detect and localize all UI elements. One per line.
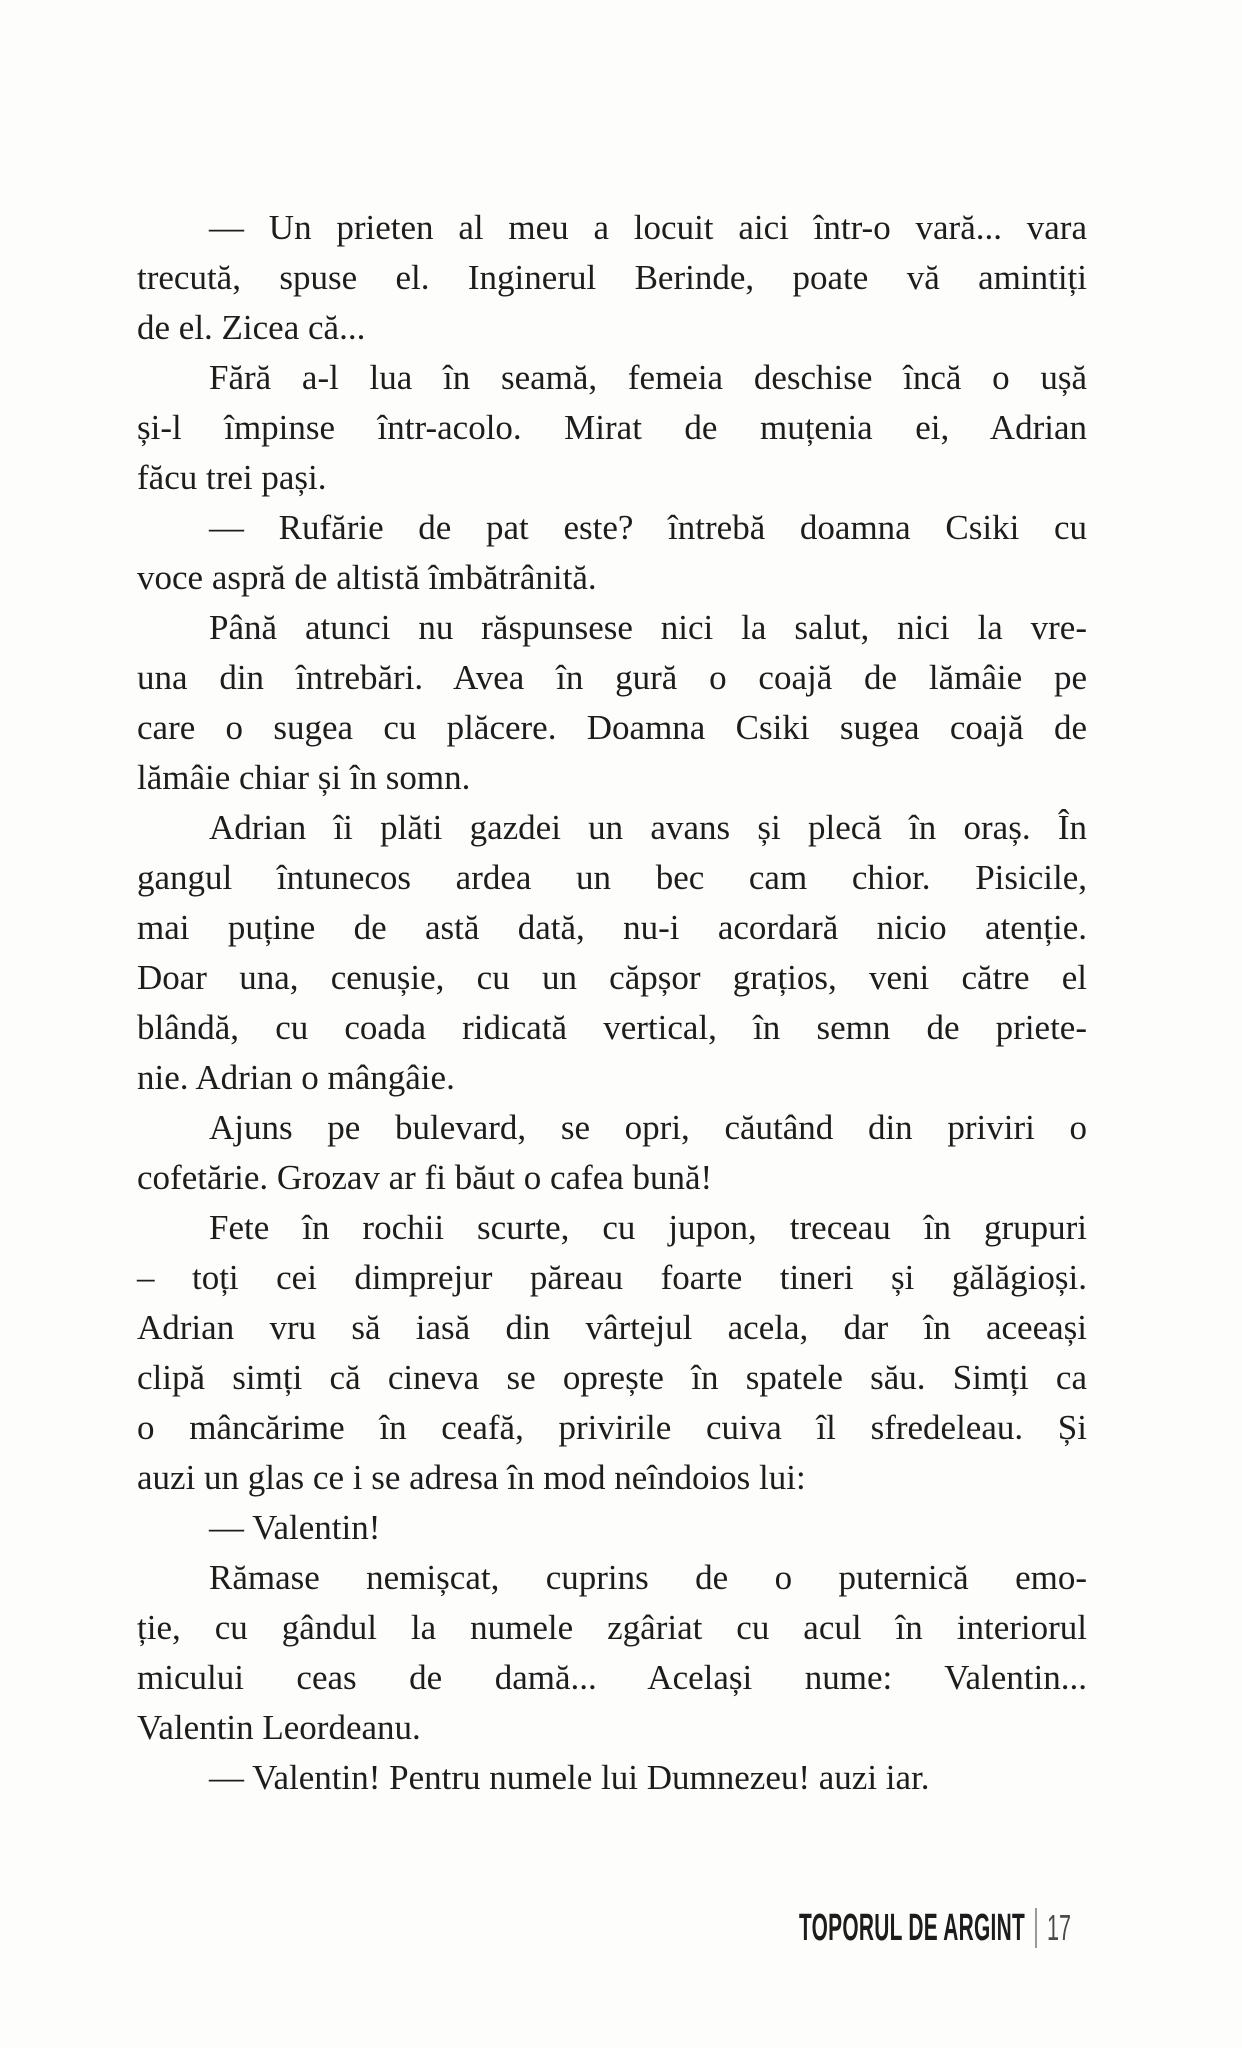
text-line: Fete în rochii scurte, cu jupon, treceau în grupuri [209,1208,1087,1247]
page-footer [614,1906,1087,1950]
text-line: ție, cu gândul la numele zgâriat cu acul în interiorul [137,1608,1087,1647]
paragraph [137,203,1087,353]
paragraph [137,1553,1087,1753]
footer-separator [1035,1908,1037,1948]
text-line: Până atunci nu răspunsese nici la salut, nici la vre- [209,608,1087,647]
text-line: lămâie chiar și în somn. [137,758,471,797]
text-line: gangul întunecos ardea un bec cam chior. Pisicile, [137,858,1087,897]
text-line: Adrian vru să iasă din vârtejul acela, dar în aceeași [137,1308,1087,1347]
text-line: făcu trei pași. [137,458,327,497]
text-line: cofetărie. Grozav ar fi băut o cafea bună! [137,1158,713,1197]
text-line: Adrian îi plăti gazdei un avans și plecă în oraș. În [209,808,1087,847]
text-line: Valentin Leordeanu. [137,1708,421,1747]
book-title: TOPORUL DE ARGINT [798,1906,1025,1949]
text-line: de el. Zicea că... [137,308,366,347]
text-line: Rămase nemișcat, cuprins de o puternică emo- [209,1558,1087,1597]
paragraph [137,353,1087,503]
paragraph [137,603,1087,803]
text-line: Ajuns pe bulevard, se opri, căutând din priviri o [209,1108,1087,1147]
paragraph [137,1753,1087,1803]
text-line: clipă simți că cineva se oprește în spatele său. Simți ca [137,1358,1087,1397]
paragraph [137,1503,1087,1553]
text-line: Doar una, cenușie, cu un căpșor grațios, veni către el [137,958,1087,997]
text-line: trecută, spuse el. Inginerul Berinde, poate vă amintiți [137,258,1087,297]
text-line: mai puține de astă dată, nu-i acordară nicio atenție. [137,908,1087,947]
text-line: și-l împinse într-acolo. Mirat de muțenia ei, Adrian [137,408,1087,447]
text-line: o mâncărime în ceafă, privirile cuiva îl sfredeleau. Și [137,1408,1087,1447]
paragraph [137,803,1087,1103]
text-line: care o sugea cu plăcere. Doamna Csiki sugea coajă de [137,708,1087,747]
text-line: auzi un glas ce i se adresa în mod neîndoios lui: [137,1458,806,1497]
text-line: blândă, cu coada ridicată vertical, în semn de priete- [137,1008,1087,1047]
text-line: — Un prieten al meu a locuit aici într-o vară... vara [209,208,1087,247]
page-text [137,203,1087,1803]
text-line: Fără a-l lua în seamă, femeia deschise încă o ușă [209,358,1087,397]
text-line: nie. Adrian o mângâie. [137,1058,455,1097]
text-line: — Valentin! [209,1508,381,1547]
page-number: 17 [1046,1907,1071,1948]
paragraph [137,1203,1087,1503]
text-line: voce aspră de altistă îmbătrânită. [137,558,597,597]
paragraph [137,1103,1087,1203]
text-line: una din întrebări. Avea în gură o coajă de lămâie pe [137,658,1087,697]
text-line: micului ceas de damă... Același nume: Valentin... [137,1658,1087,1697]
text-line: – toți cei dimprejur păreau foarte tineri și gălăgioși. [137,1258,1087,1297]
text-line: — Valentin! Pentru numele lui Dumnezeu! auzi iar. [209,1758,930,1797]
paragraph [137,503,1087,603]
text-line: — Rufărie de pat este? întrebă doamna Csiki cu [209,508,1087,547]
